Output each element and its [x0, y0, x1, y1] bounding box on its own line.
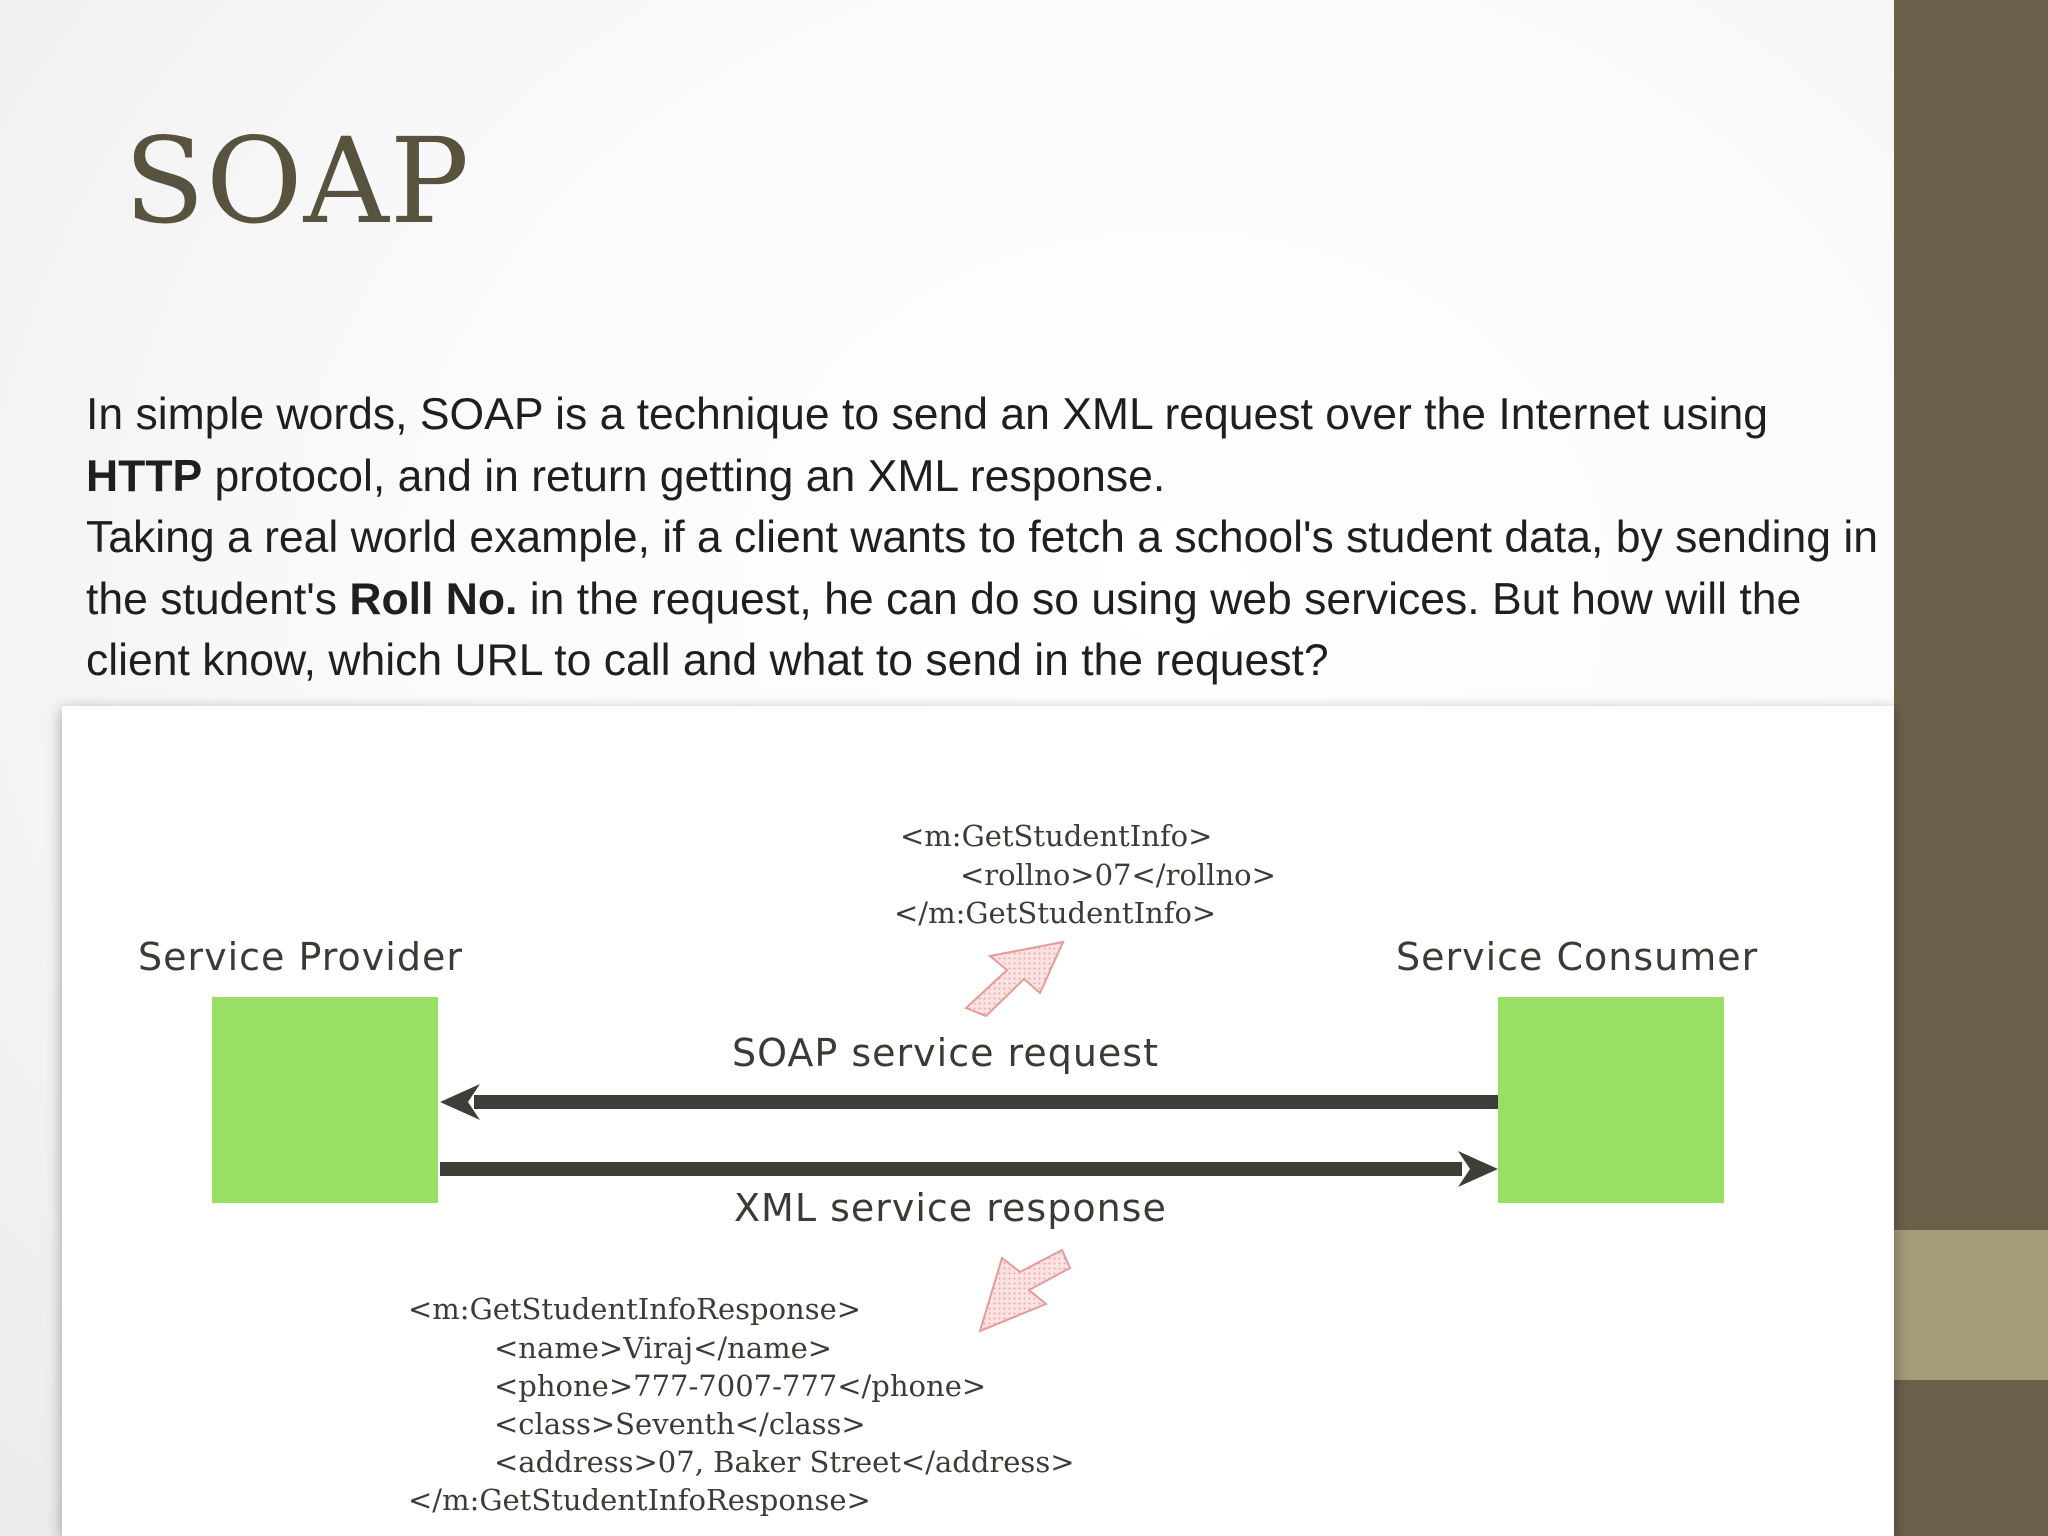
response-pointer-arrow-shape — [980, 1250, 1070, 1331]
request-label: SOAP service request — [732, 1031, 1159, 1075]
body-p2-bold-rollno: Roll No. — [349, 574, 518, 624]
soap-diagram — [62, 706, 1894, 1536]
response-xml-line-5: <address>07, Baker Street</address> — [494, 1445, 1075, 1479]
slide-title: SOAP — [124, 112, 471, 250]
request-xml-line-3: </m:GetStudentInfo> — [894, 896, 1217, 930]
request-arrow — [440, 1084, 1498, 1120]
body-paragraph-2 — [86, 507, 1886, 692]
service-provider-box — [212, 997, 438, 1203]
body-paragraph-1 — [86, 384, 1886, 507]
body-p2-text-a: Taking a real world example, if a client wants to fetch a school's student data, by sending in the student's — [86, 513, 1878, 624]
body-p1-text-b: protocol, and in return getting an XML response. — [202, 451, 1166, 501]
body-text — [86, 384, 1886, 692]
provider-label: Service Provider — [138, 935, 463, 979]
consumer-label: Service Consumer — [1396, 935, 1759, 979]
response-xml-line-4: <class>Seventh</class> — [494, 1407, 866, 1441]
response-arrow — [440, 1151, 1498, 1187]
request-pointer-arrow-icon — [966, 942, 1063, 1016]
body-p2-text-b: in the request, he can do so using web services. But how will the client know, which URL to call and what to send in the request? — [86, 574, 1802, 685]
body-p1-text-a: In simple words, SOAP is a technique to send an XML request over the Internet using — [86, 390, 1769, 439]
response-xml-line-1: <m:GetStudentInfoResponse> — [408, 1292, 862, 1326]
request-xml-line-1: <m:GetStudentInfo> — [900, 819, 1213, 853]
service-consumer-box — [1498, 997, 1724, 1203]
soap-diagram-svg — [62, 706, 1894, 1536]
response-xml-line-6: </m:GetStudentInfoResponse> — [408, 1483, 871, 1517]
request-xml-line-2: <rollno>07</rollno> — [960, 858, 1276, 892]
sidebar-accent-decoration — [1894, 1230, 2048, 1380]
response-xml-line-3: <phone>777-7007-777</phone> — [494, 1369, 987, 1403]
body-p1-bold-http: HTTP — [86, 451, 203, 501]
response-label: XML service response — [734, 1186, 1167, 1230]
response-xml-line-2: <name>Viraj</name> — [494, 1331, 833, 1365]
